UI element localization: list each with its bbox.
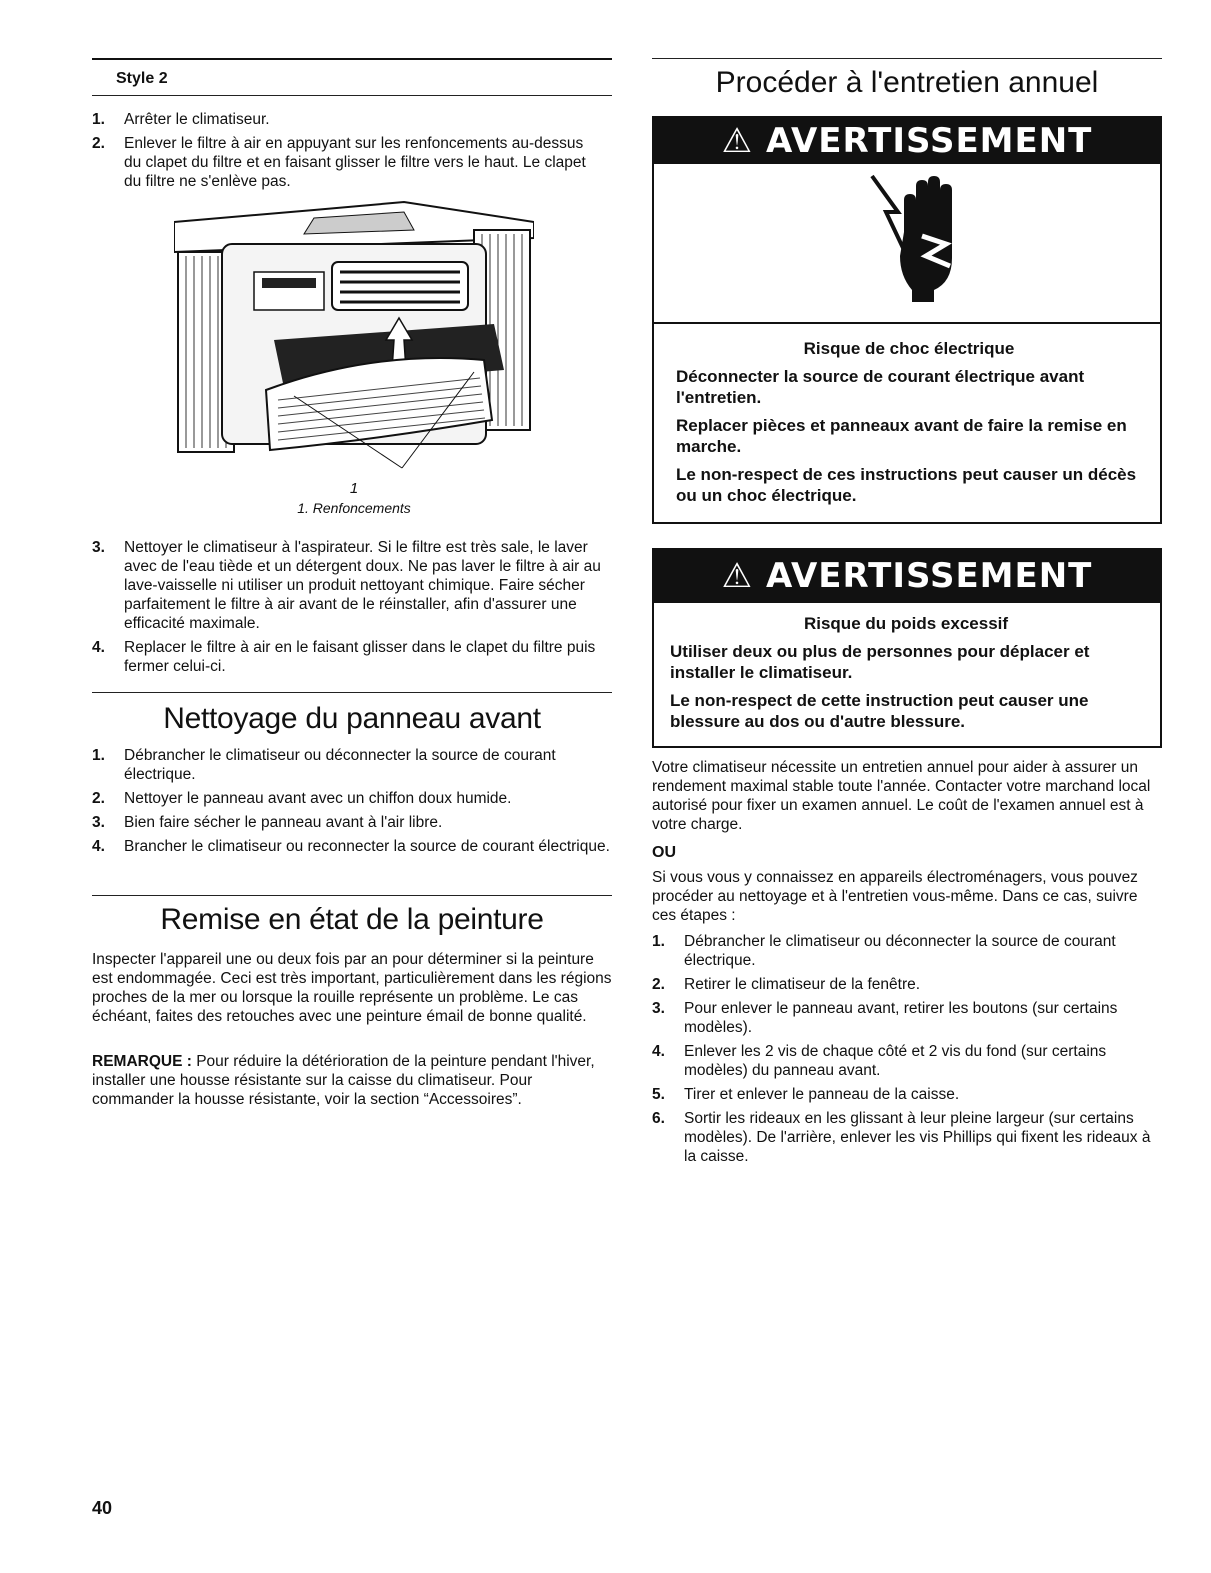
warning-banner: ⚠ AVERTISSEMENT <box>654 118 1160 164</box>
top-rule <box>652 58 1162 59</box>
warning-line: Utiliser deux ou plus de personnes pour déplacer et installer le climatiseur. <box>670 642 1090 682</box>
list-item: 2. Enlever le filtre à air en appuyant sur les renfoncements au-dessus du clapet du filtre et en faisant glisser le filtre vers le haut. Le clapet du filtre ne s'enlève pas. <box>92 135 586 190</box>
figure-caption: 1. Renfoncements <box>297 500 411 516</box>
page-number: 40 <box>92 1498 113 1518</box>
list-item: 2. Retirer le climatiseur de la fenêtre. <box>652 976 921 993</box>
list-item: 3. Bien faire sécher le panneau avant à l'air libre. <box>92 814 443 831</box>
list-item: 3. Nettoyer le climatiseur à l'aspirateur. Si le filtre est très sale, le laver avec de l'eau tiède et un détergent doux. Ne pas laver le filtre à air au lave-vaisselle ni utiliser un produit nettoyant chimique. Faire sécher parfaitement le filtre à air avant de le réinstaller, afin d'assurer une efficacité maximale. <box>92 539 601 632</box>
style-rule <box>92 95 612 96</box>
list-item: 1. Arrêter le climatiseur. <box>92 111 270 128</box>
list-item: 6. Sortir les rideaux en les glissant à leur pleine largeur (sur certains modèles). De l'arrière, enlever les vis Phillips qui fixent les rideaux à la caisse. <box>652 1110 1151 1165</box>
list-item: 1. Débrancher le climatiseur ou déconnecter la source de courant électrique. <box>92 747 556 783</box>
section-title-paint: Remise en état de la peinture <box>160 903 544 936</box>
paint-note <box>92 1052 612 1109</box>
or-label: OU <box>652 844 676 861</box>
annual-intro: Votre climatiseur nécessite un entretien annuel pour aider à assurer un rendement maximal stable toute l'année. Contacter votre marchand local autorisé pour fixer un examen annuel. Le coût de l'examen annuel est à votre charge. <box>652 759 1151 833</box>
note-text: Pour réduire la détérioration de la peinture pendant l'hiver, installer une housse résistante sur la caisse du climatiseur. Pour commander la housse résistante, voir la section “Accessoires”. <box>92 1053 595 1108</box>
list-item: 3. Pour enlever le panneau avant, retirer les boutons (sur certains modèles). <box>652 1000 1118 1036</box>
warning-triangle-icon: ⚠ <box>721 121 754 161</box>
filter-steps-a <box>92 110 604 196</box>
diy-paragraph: Si vous vous y connaissez en appareils électroménagers, vous pouvez procéder au nettoyage et à l'entretien vous-même. Dans ce cas, suivre ces étapes : <box>652 869 1138 924</box>
warning-heading: Risque du poids excessif <box>803 614 1009 633</box>
section-rule <box>92 692 612 693</box>
warning-box-electric <box>652 116 1162 524</box>
section-title-annual: Procéder à l'entretien annuel <box>715 66 1099 99</box>
list-item: 5. Tirer et enlever le panneau de la caisse. <box>652 1086 960 1103</box>
front-panel-steps <box>92 746 612 861</box>
list-item: 2. Nettoyer le panneau avant avec un chiffon doux humide. <box>92 790 512 807</box>
warning-text <box>654 324 1160 506</box>
warning-line: Le non-respect de ces instructions peut causer un décès ou un choc électrique. <box>676 465 1137 505</box>
warning-banner: ⚠ AVERTISSEMENT <box>654 550 1160 603</box>
air-conditioner-illustration <box>174 200 534 470</box>
note-label: REMARQUE : <box>92 1053 192 1070</box>
warning-text <box>654 603 1160 732</box>
paint-paragraph: Inspecter l'appareil une ou deux fois par an pour déterminer si la peinture est endommagée. Ceci est très important, particulièrement dans les régions proches de la mer ou lorsque la rouille représente un problème. Le cas échéant, faites des retouches avec une peinture émail de bonne qualité. <box>92 951 612 1025</box>
list-item: 4. Enlever les 2 vis de chaque côté et 2 vis du fond (sur certains modèles) du panneau avant. <box>652 1043 1107 1079</box>
section-rule <box>92 895 612 896</box>
section-title-front-panel: Nettoyage du panneau avant <box>163 702 541 735</box>
filter-steps-b <box>92 538 612 681</box>
top-rule <box>92 58 612 60</box>
list-item: 4. Brancher le climatiseur ou reconnecter la source de courant électrique. <box>92 838 610 855</box>
warning-triangle-icon: ⚠ <box>721 556 754 596</box>
warning-line: Déconnecter la source de courant électrique avant l'entretien. <box>676 367 1085 407</box>
figure-callout: 1 <box>349 480 359 497</box>
annual-steps <box>652 932 1162 1171</box>
list-item: 4. Replacer le filtre à air en le faisant glisser dans le clapet du filtre puis fermer celui-ci. <box>92 639 596 675</box>
air-conditioner-drawing <box>174 200 534 470</box>
style-label: Style 2 <box>116 70 168 87</box>
warning-heading: Risque de choc électrique <box>803 339 1015 358</box>
electric-shock-hand-icon <box>864 172 974 302</box>
warning-line: Replacer pièces et panneaux avant de faire la remise en marche. <box>676 416 1127 456</box>
list-item: 1. Débrancher le climatiseur ou déconnecter la source de courant électrique. <box>652 933 1116 969</box>
warning-box-weight <box>652 548 1162 748</box>
warning-icon-area <box>654 164 1160 324</box>
warning-line: Le non-respect de cette instruction peut causer une blessure au dos ou d'autre blessure. <box>670 691 1089 731</box>
